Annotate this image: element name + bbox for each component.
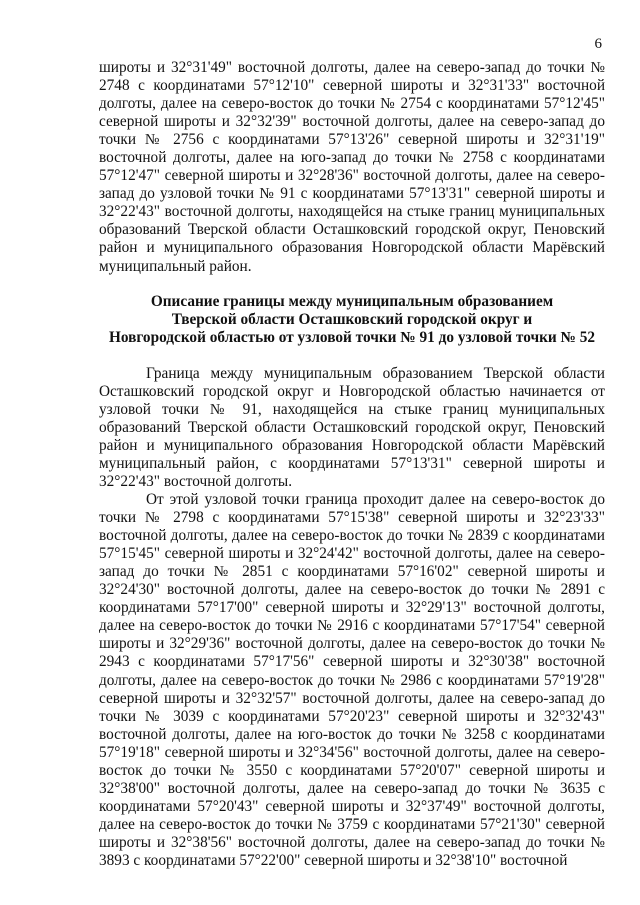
section-heading — [99, 293, 605, 347]
paragraph-border-start: Граница между муниципальным образованием Тверской области Осташковский городской округ и Новгородской областью начинается от узловой точки № 91, находящейся на стыке границ муниципальных образований Тверской области Осташковский городской округ, Пеновский район и муниципального образования Новгородской области Марёвский муниципальный район, с координатами 57°13'31" северной широты и 32°22'43" восточной долготы. — [99, 364, 605, 490]
heading-line-1: Описание границы между муниципальным образованием — [150, 292, 554, 310]
heading-line-3: Новгородской областью от узловой точки № 91 до узловой точки № 52 — [108, 328, 596, 346]
paragraph-continued: широты и 32°31'49" восточной долготы, далее на северо-запад до точки № 2748 с координатами 57°12'10" северной широты и 32°31'33" восточной долготы, далее на северо-восток до точки № 2754 с координатами 57°12'45" северной широты и 32°32'39" восточной долготы, далее на северо-запад до точки № 2756 с координатами 57°13'26" северной широты и 32°31'19" восточной долготы, далее на юго-запад до точки № 2758 с координатами 57°12'47" северной широты и 32°28'36" восточной долготы, далее на северо-запад до узловой точки № 91 с координатами 57°13'31" северной широты и 32°22'43" восточной долготы, находящейся на стыке границ муниципальных образований Тверской области Осташковский городской округ, Пеновский район и муниципального образования Новгородской области Марёвский муниципальный район. — [99, 59, 605, 275]
document-body — [99, 59, 605, 870]
paragraph-border-route: От этой узловой точки граница проходит далее на северо-восток до точки № 2798 с координатами 57°15'38" северной широты и 32°23'33" восточной долготы, далее на северо-восток до точки № 2839 с координатами 57°15'45" северной широты и 32°24'42" восточной долготы, далее на северо-запад до точки № 2851 с координатами 57°16'02" северной широты и 32°24'30" восточной долготы, далее на северо-восток до точки № 2891 с координатами 57°17'00" северной широты и 32°29'13" восточной долготы, далее на северо-восток до точки № 2916 с координатами 57°17'54" северной широты и 32°29'36" восточной долготы, далее на северо-восток до точки № 2943 с координатами 57°17'56" северной широты и 32°30'38" восточной долготы, далее на северо-восток до точки № 2986 с координатами 57°19'28" северной широты и 32°32'57" восточной долготы, далее на северо-запад до точки № 3039 с координатами 57°20'23" северной широты и 32°32'43" восточной долготы, далее на юго-восток до точки № 3258 с координатами 57°19'18" северной широты и 32°34'56" восточной долготы, далее на северо-восток до точки № 3550 с координатами 57°20'07" северной широты и 32°38'00" восточной долготы, далее на северо-запад до точки № 3635 с координатами 57°20'43" северной широты и 32°37'49" восточной долготы, далее на северо-восток до точки № 3759 с координатами 57°21'30" северной широты и 32°38'56" восточной долготы, далее на северо-запад до точки № 3893 с координатами 57°22'00" северной широты и 32°38'10" восточной — [99, 491, 605, 869]
page-number: 6 — [594, 36, 602, 52]
heading-line-2: Тверской области Осташковский городской округ и — [171, 310, 533, 328]
